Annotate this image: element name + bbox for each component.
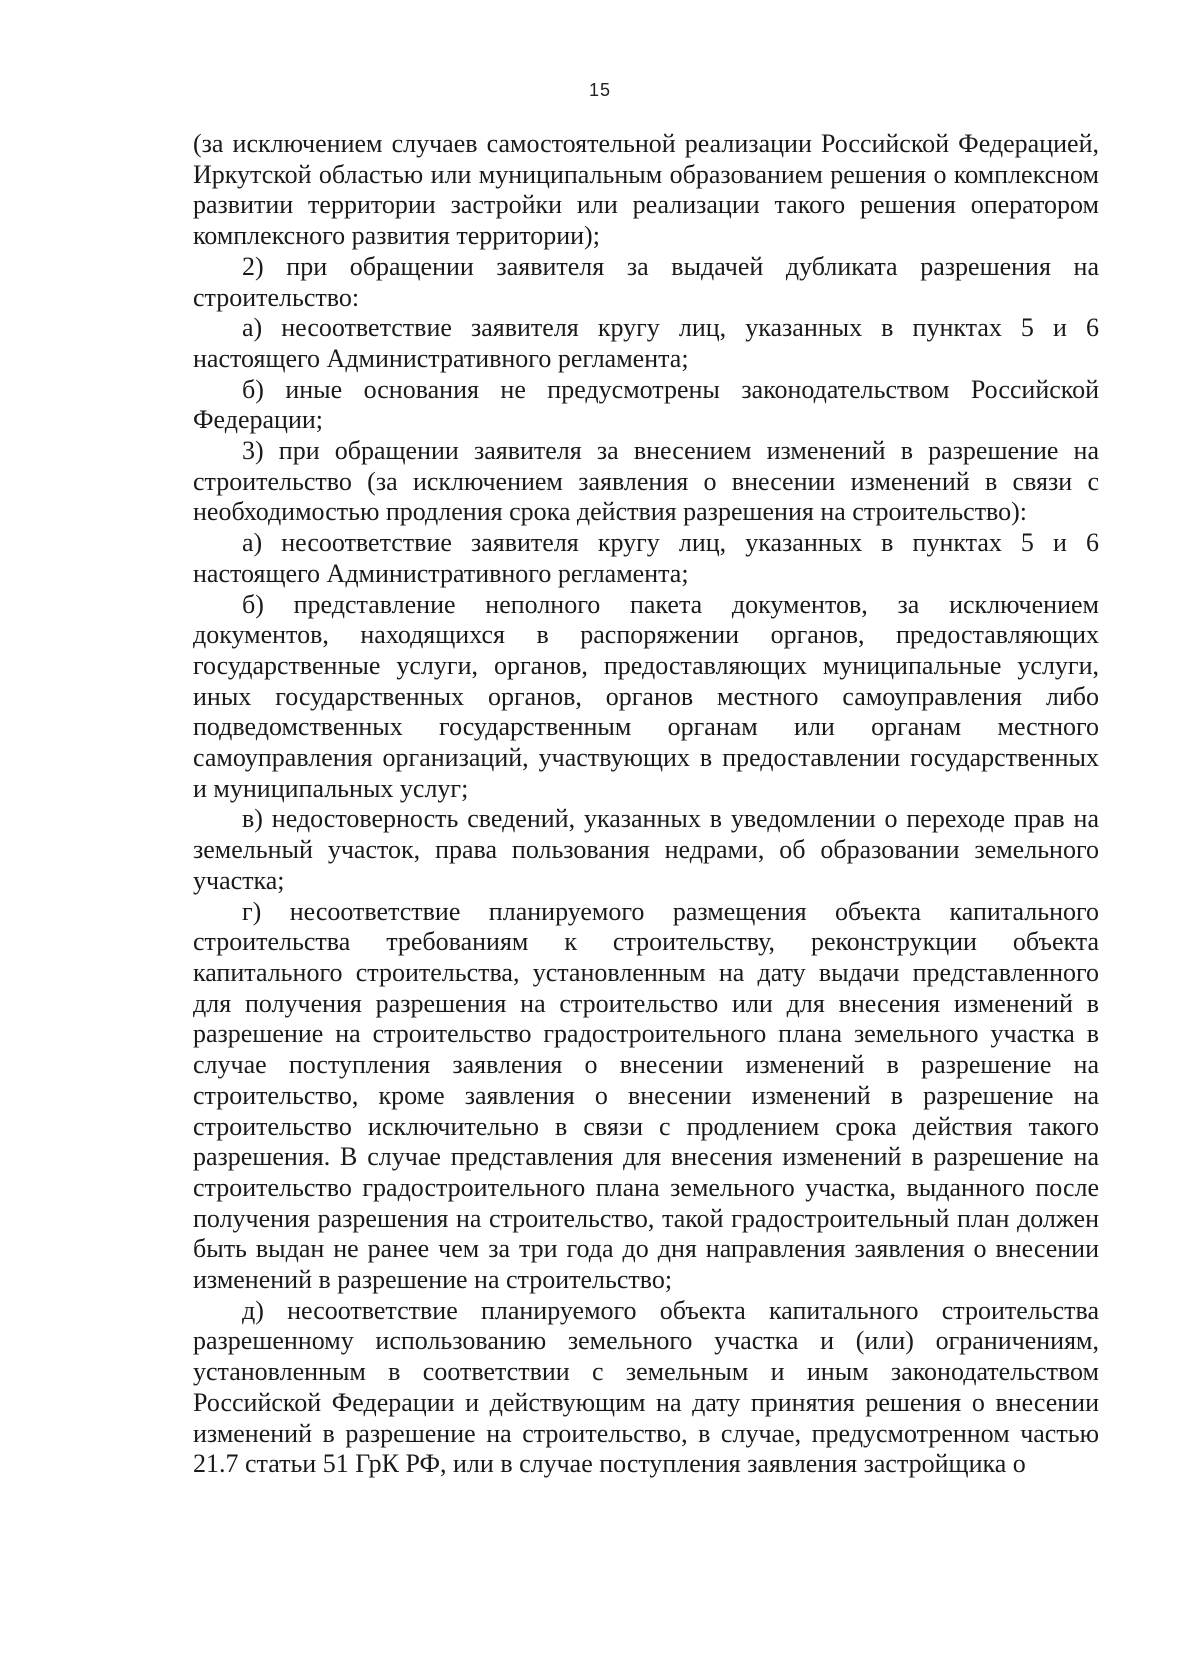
paragraph-subitem-v: в) недостоверность сведений, указанных в уведомлении о переходе прав на земельный участок, права пользования недрами, об образовании земельного участка; <box>193 804 1099 895</box>
paragraph-subitem-b: б) иные основания не предусмотрены законодательством Российской Федерации; <box>193 374 1099 435</box>
body-text <box>193 129 1099 1480</box>
page-number: 15 <box>588 80 612 100</box>
paragraph-subitem-a: а) несоответствие заявителя кругу лиц, указанных в пунктах 5 и 6 настоящего Административного регламента; <box>193 313 1099 373</box>
paragraph-subitem-b: б) представление неполного пакета документов, за исключением документов, находящихся в распоряжении органов, предоставляющих государственные услуги, органов, предоставляющих муниципальные услуги, иных государственных органов, органов местного самоуправления либо подведомственных государственным органам или органам местного самоуправления организаций, участвующих в предоставлении государственных и муниципальных услуг; <box>193 589 1099 803</box>
paragraph-item-2: 2) при обращении заявителя за выдачей дубликата разрешения на строительство: <box>193 251 1099 312</box>
paragraph-continuation: (за исключением случаев самостоятельной реализации Российской Федерацией, Иркутской областью или муниципальным образованием решения о комплексном развитии территории застройки или реализации такого решения оператором комплексного развития территории); <box>193 129 1099 251</box>
paragraph-subitem-d: д) несоответствие планируемого объекта капитального строительства разрешенному использованию земельного участка и (или) ограничениям, установленным в соответствии с земельным и иным законодательством Российской Федерации и действующим на дату принятия решения о внесении изменений в разрешение на строительство, в случае, предусмотренном частью 21.7 статьи 51 ГрК РФ, или в случае поступления заявления застройщика о <box>193 1295 1099 1479</box>
paragraph-subitem-g: г) несоответствие планируемого размещения объекта капитального строительства требованиям к строительству, реконструкции объекта капитального строительства, установленным на дату выдачи представленного для получения разрешения на строительство или для внесения изменений в разрешение на строительство градостроительного плана земельного участка в случае поступления заявления о внесении изменений в разрешение на строительство, кроме заявления о внесении изменений в разрешение на строительство исключительно в связи с продлением срока действия такого разрешения. В случае представления для внесения изменений в разрешение на строительство градостроительного плана земельного участка, выданного после получения разрешения на строительство, такой градостроительный план должен быть выдан не ранее чем за три года до дня направления заявления о внесении изменений в разрешение на строительство; <box>193 896 1099 1295</box>
paragraph-item-3: 3) при обращении заявителя за внесением изменений в разрешение на строительство (за исключением заявления о внесении изменений в связи с необходимостью продления срока действия разрешения на строительство): <box>193 436 1099 527</box>
paragraph-subitem-a: а) несоответствие заявителя кругу лиц, указанных в пунктах 5 и 6 настоящего Административного регламента; <box>193 528 1099 588</box>
